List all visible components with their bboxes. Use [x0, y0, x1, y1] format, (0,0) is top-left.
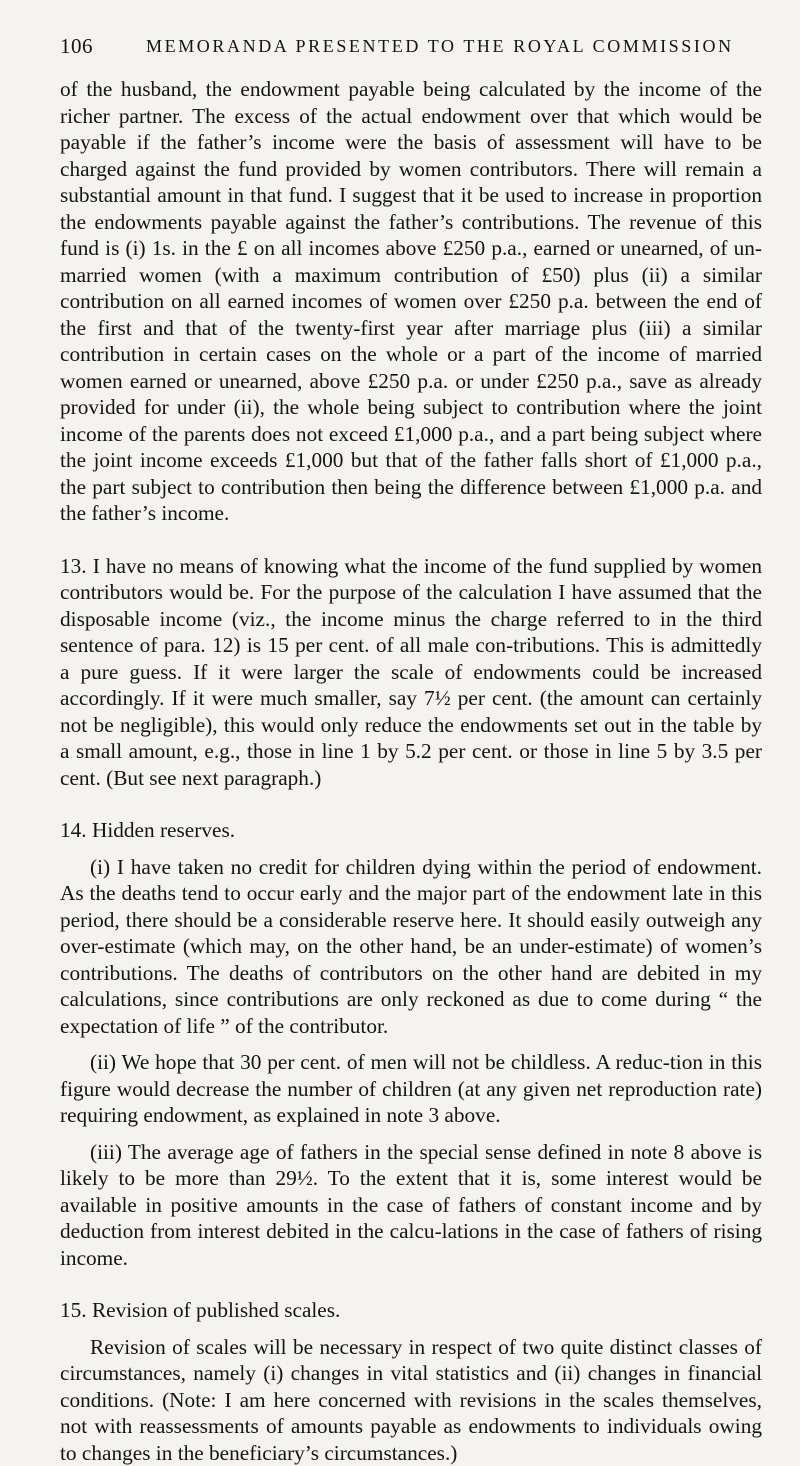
document-page	[60, 34, 762, 1466]
paragraph-12-continued: of the husband, the endowment payable being calculated by the income of the richer partner. The excess of the actual endowment over that which would be payable if the father’s income were the basis of assessment will have to be charged against the fund provided by women contributors. There will remain a substantial amount in that fund. I suggest that it be used to increase in proportion the endowments payable against the father’s contributions. The revenue of this fund is (i) 1s. in the £ on all incomes above £250 p.a., earned or unearned, of un-married women (with a maximum contribution of £50) plus (ii) a similar contribution on all earned incomes of women over £250 p.a. between the end of the first and that of the twenty-first year after marriage plus (iii) a similar contribution in certain cases on the whole or a part of the income of married women earned or unearned, above £250 p.a. or under £250 p.a., save as already provided for under (ii), the whole being subject to contribution where the joint income of the parents does not exceed £1,000 p.a., and a part being subject where the joint income exceeds £1,000 but that of the father falls short of £1,000 p.a., the part subject to contribution then being the difference between £1,000 p.a. and the father’s income.	[60, 76, 762, 527]
page-number: 106	[60, 34, 93, 59]
paragraph-14-ii: (ii) We hope that 30 per cent. of men will not be childless. A reduc-tion in this figure would decrease the number of children (at any given net reproduction rate) requiring endowment, as explained in note 3 above.	[60, 1049, 762, 1129]
paragraph-13: 13. I have no means of knowing what the income of the fund supplied by women contributors would be. For the purpose of the calculation I have assumed that the disposable income (viz., the income minus the charge referred to in the third sentence of para. 12) is 15 per cent. of all male con-tributions. This is admittedly a pure guess. If it were larger the scale of endowments could be increased accordingly. If it were much smaller, say 7½ per cent. (the amount can certainly not be negligible), this would only reduce the endowments set out in the table by a small amount, e.g., those in line 1 by 5.2 per cent. or those in line 5 by 3.5 per cent. (But see next paragraph.)	[60, 553, 762, 792]
running-header	[60, 34, 762, 74]
paragraph-15: Revision of scales will be necessary in respect of two quite distinct classes of circumstances, namely (i) changes in vital statistics and (ii) changes in financial conditions. (Note: I am here concerned with revisions in the scales themselves, not with reassessments of amounts payable as endowments to individuals owing to changes in the beneficiary’s circumstances.)	[60, 1334, 762, 1466]
section-heading-14: 14. Hidden reserves.	[60, 817, 762, 844]
paragraph-14-i: (i) I have taken no credit for children dying within the period of endowment. As the deaths tend to occur early and the major part of the endowment late in this period, there should be a considerable reserve here. It should easily outweigh any over-estimate (which may, on the other hand, be an under-estimate) of women’s contributions. The deaths of contributors on the other hand are debited in my calculations, since contributions are only reckoned as due to come during “ the expectation of life ” of the contributor.	[60, 854, 762, 1040]
paragraph-14-iii: (iii) The average age of fathers in the special sense defined in note 8 above is likely to be more than 29½. To the extent that it is, some interest would be available in positive amounts in the case of fathers of constant income and by deduction from interest debited in the calcu-lations in the case of fathers of rising income.	[60, 1139, 762, 1272]
running-title: MEMORANDA PRESENTED TO THE ROYAL COMMISSION	[146, 36, 734, 57]
section-heading-15: 15. Revision of published scales.	[60, 1297, 762, 1324]
